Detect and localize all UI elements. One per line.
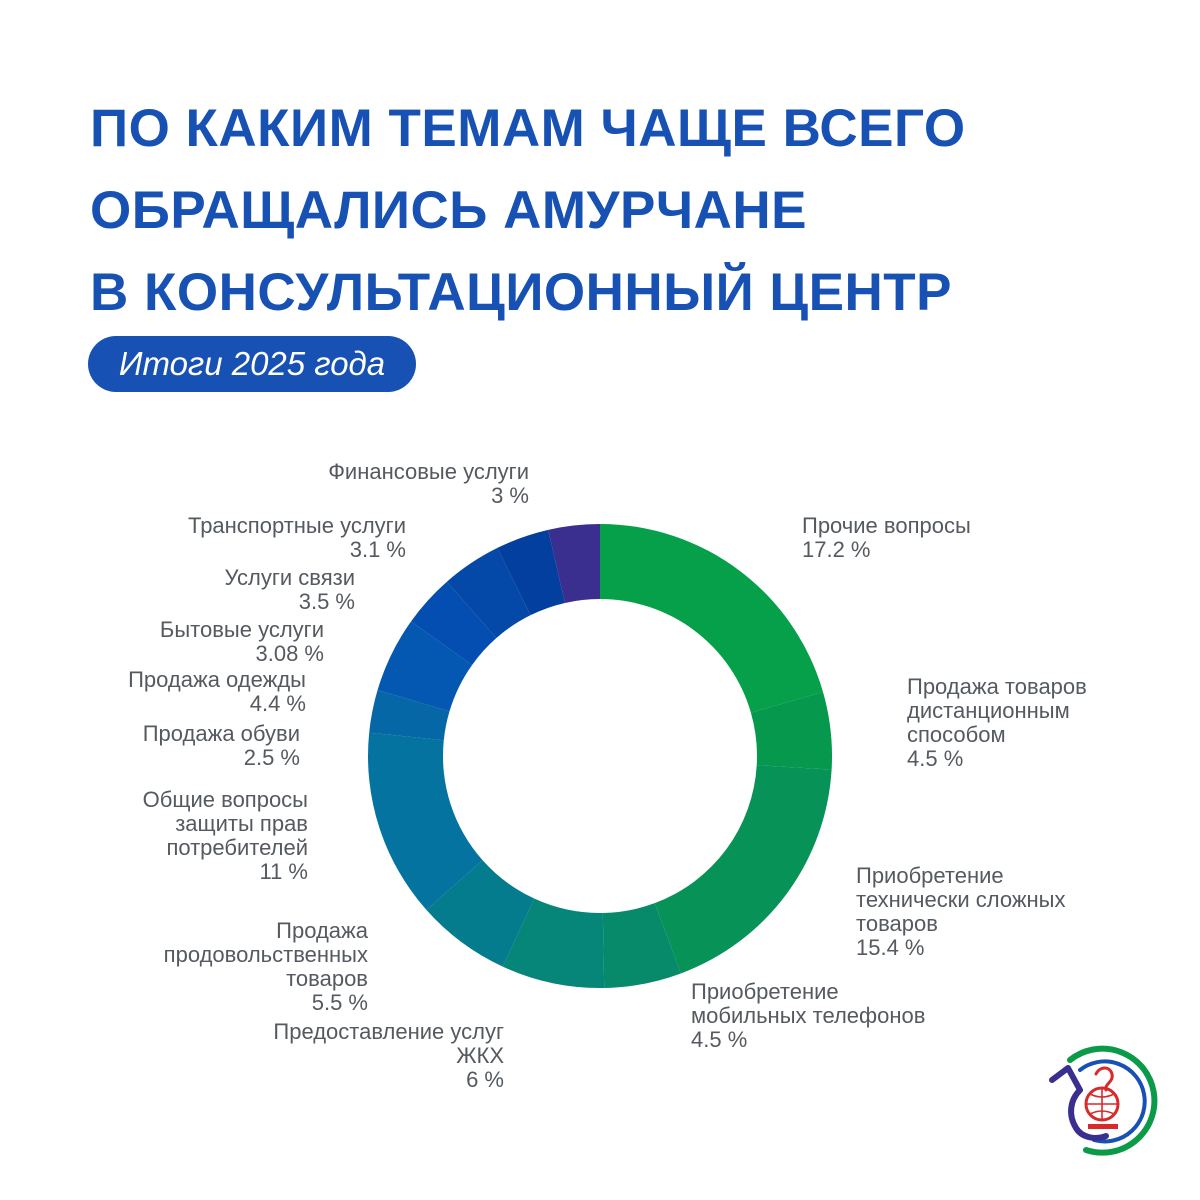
slice-label-11 [225,565,356,614]
slice-name-line: способом [907,722,1006,747]
slice-name-line: Продажа товаров [907,674,1087,699]
slice-value: 4.4 % [249,691,306,716]
slice-name-line: Бытовые услуги [159,617,324,642]
slice-value: 3 % [491,483,529,508]
slice-label-5 [273,1019,504,1092]
slice-value: 4.5 % [907,746,964,771]
consumer-rights-emblem-icon [1040,1040,1160,1160]
slice-name-line: защиты прав [175,811,308,836]
slice-label-1 [802,513,971,562]
slice-name-line: Продажа одежды [128,667,306,692]
slice-name-line: товаров [856,911,938,936]
slice-name-line: Приобретение [856,863,1004,888]
donut-slice-3 [655,765,832,973]
title-line-1: ПО КАКИМ ТЕМАМ ЧАЩЕ ВСЕГО [90,99,966,158]
slice-name-line: Финансовые услуги [328,459,529,484]
slice-name-line: Прочие вопросы [802,513,971,538]
slice-name-line: ЖКХ [456,1043,504,1068]
slice-name-line: дистанционным [907,698,1070,723]
donut-slices [368,524,832,988]
slice-name-line: товаров [286,966,368,991]
slice-label-3 [856,863,1066,960]
slice-name-line: Приобретение [691,979,839,1004]
slice-name-line: Общие вопросы [142,787,308,812]
slice-name-line: Услуги связи [224,565,355,590]
slice-name-line: потребителей [166,835,308,860]
slice-label-10 [160,617,324,666]
title-line-2: ОБРАЩАЛИСЬ АМУРЧАНЕ [90,181,807,240]
slice-label-12 [188,513,406,562]
logo-base [1088,1124,1118,1129]
slice-value: 3.1 % [349,537,406,562]
slice-label-13 [328,459,529,508]
slice-label-2 [907,674,1087,771]
slice-label-9 [128,667,306,716]
slice-value: 2.5 % [243,745,300,770]
slice-name-line: Продажа [276,918,368,943]
slice-name-line: Продажа обуви [142,721,300,746]
year-badge: Итоги 2025 года [88,336,416,392]
slice-label-7 [143,787,308,884]
slice-name-line: Предоставление услуг [273,1019,504,1044]
slice-value: 6 % [466,1067,504,1092]
slice-label-8 [143,721,300,770]
slice-label-6 [164,918,369,1015]
slice-value: 11 % [259,859,308,884]
slice-name-line: продовольственных [163,942,368,967]
slice-value: 3.5 % [298,589,355,614]
slice-name-line: Транспортные услуги [187,513,406,538]
slice-label-4 [691,979,925,1052]
slice-value: 17.2 % [802,537,871,562]
title-line-3: В КОНСУЛЬТАЦИОННЫЙ ЦЕНТР [90,263,952,322]
slice-name-line: технически сложных [856,887,1066,912]
slice-name-line: мобильных телефонов [691,1003,926,1028]
donut-slice-1 [600,524,823,713]
slice-value: 15.4 % [856,935,925,960]
slice-value: 3.08 % [255,641,324,666]
slice-value: 5.5 % [311,990,368,1015]
slice-value: 4.5 % [691,1027,748,1052]
